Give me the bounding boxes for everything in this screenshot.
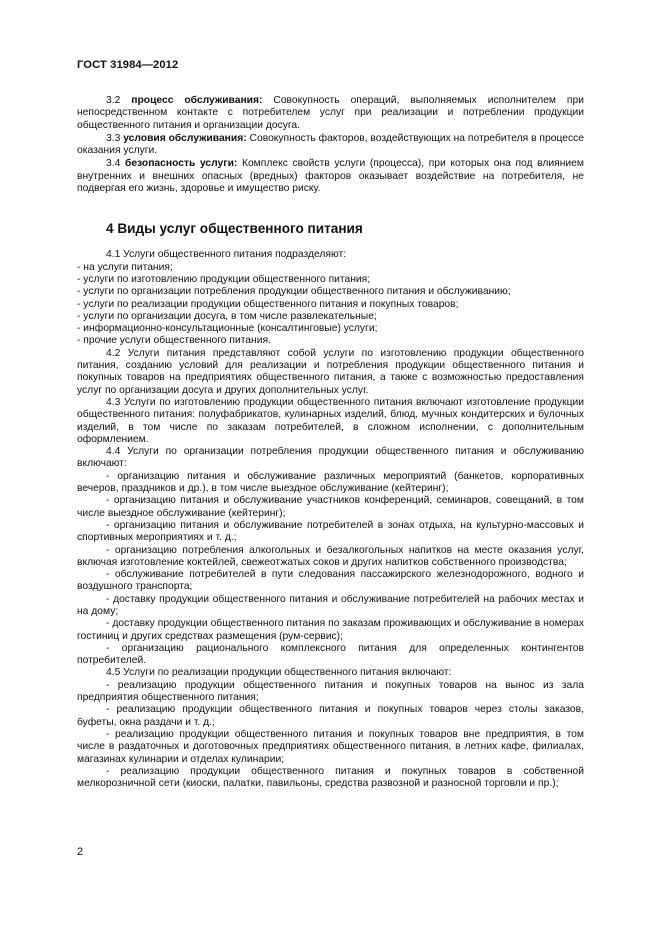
list-item: - услуги по организации потребления продукции общественного питания и обслуживанию; <box>77 286 511 298</box>
list-item: - реализацию продукции общественного питания и покупных товаров через столы заказов, буфеты, окна раздачи и т. д.; <box>77 704 584 728</box>
definition-text: Совокупность факторов, воздействующих на потребителя в процессе оказания услуги. <box>77 132 584 157</box>
list-item: - реализацию продукции общественного питания и покупных товаров на вынос из зала предприятия общественного питания; <box>77 679 584 704</box>
term: безопасность услуги: <box>124 158 238 170</box>
term: процесс обслуживания: <box>131 95 263 106</box>
list-item: - информационно-консультационные (консалтинговые) услуги; <box>77 323 378 335</box>
clause-4-1: 4.1 Услуги общественного питания подразделяют: <box>106 249 347 261</box>
list-item: - организацию питания и обслуживание потребителей в зонах отдыха, на культурно-массовых и спортивных мероприятиях и т. д.; <box>77 519 584 544</box>
term: условия обслуживания: <box>123 132 247 144</box>
clause-4-2: 4.2 Услуги питания представляют собой услуги по изготовлению продукции общественного питания, созданию условий для реализации и потребления продукции общественного питания и покупных товаров на предприятиях общественного питания, а также с возможностью предоставления услуг по организации досуга и других дополнительных услуг. <box>77 347 584 396</box>
clause-number: 3.2 <box>106 95 121 106</box>
clause-number: 3.3 <box>106 132 121 144</box>
list-item: - доставку продукции общественного питания и обслуживание потребителей на рабочих местах и на дому; <box>77 593 584 617</box>
definition-3-3 <box>77 133 584 158</box>
clause-number: 3.4 <box>106 158 121 170</box>
list-item: - реализацию продукции общественного питания и покупных товаров вне предприятия, в том числе в раздаточных и доготовочных предприятиях общественного питания, в летних кафе, филиалах, магазинах кулинарии и отделах кулинарии; <box>77 728 584 765</box>
list-item: - прочие услуги общественного питания. <box>77 335 271 347</box>
list-item: - на услуги питания; <box>77 261 173 273</box>
list-item: - организацию питания и обслуживание различных мероприятий (банкетов, корпоративных вечеров, праздников и др.), в том числе выездное обслуживание (кейтеринг); <box>77 470 584 495</box>
list-item: - организацию рационального комплексного питания для определенных контингентов потребителей. <box>77 642 584 667</box>
document-body <box>77 95 584 790</box>
list-item: - обслуживание потребителей в пути следования пассажирского железнодорожного, водного и воздушного транспорта; <box>77 569 584 593</box>
standard-header: ГОСТ 31984—2012 <box>77 59 179 71</box>
definition-3-4 <box>77 158 584 195</box>
definition-3-2 <box>77 95 584 132</box>
definition-text: Комплекс свойств услуги (процесса), при которых она под влиянием внутренних и внешних опасных (вредных) факторов оказывает воздействие на потребителя, не подвергая его жизнь, здоровье и имущество риску. <box>77 158 584 195</box>
section-heading: 4 Виды услуг общественного питания <box>106 221 363 237</box>
list-item: - реализацию продукции общественного питания и покупных товаров в собственной мелкорозничной сети (киоски, палатки, павильоны, средства развозной и разносной торговли и пр.); <box>77 765 584 790</box>
list-item: - услуги по организации досуга, в том числе развлекательные; <box>77 310 377 322</box>
clause-4-4: 4.4 Услуги по организации потребления продукции общественного питания и обслуживанию включают: <box>77 446 584 470</box>
page-number: 2 <box>77 846 84 858</box>
list-item: - услуги по реализации продукции общественного питания и покупных товаров; <box>77 298 459 310</box>
list-item: - организацию потребления алкогольных и безалкогольных напитков на месте оказания услуг, включая изготовление коктейлей, свежеотжатых соков и других напитков собственного производства; <box>77 544 584 568</box>
definition-text: Совокупность операций, выполняемых исполнителем при непосредственном контакте с потребителем услуг при реализации и потреблении продукции общественного питания и организации досуга. <box>77 95 584 131</box>
clause-4-5: 4.5 Услуги по реализации продукции общественного питания включают: <box>106 667 452 679</box>
list-item: - услуги по изготовлению продукции общественного питания; <box>77 273 371 285</box>
list-item: - доставку продукции общественного питания по заказам проживающих и обслуживание в номерах гостиниц и других средствах размещения (рум-сервис); <box>77 618 584 642</box>
list-item: - организацию питания и обслуживание участников конференций, семинаров, совещаний, в том числе выездное обслуживание (кейтеринг); <box>77 495 584 519</box>
clause-4-3: 4.3 Услуги по изготовлению продукции общественного питания включают изготовление продукции общественного питания: полуфабрикатов, кулинарных изделий, блюд, мучных кондитерских и булочных изделий, в том числе по заказам потребителей, в сложном исполнении, с дополнительным оформлением. <box>77 396 584 445</box>
